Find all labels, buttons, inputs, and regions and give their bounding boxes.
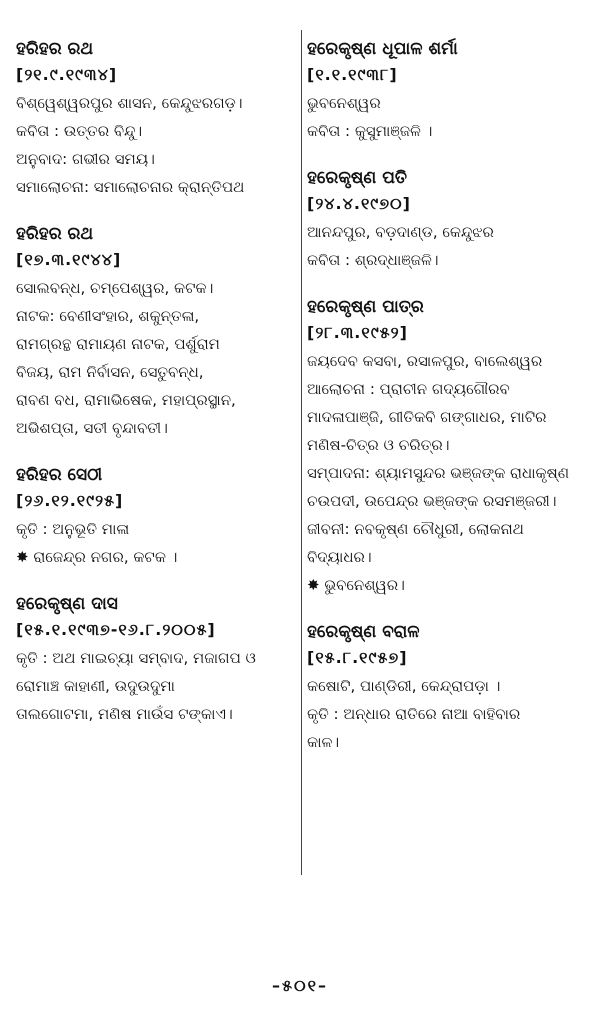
author-dates: [୨୮.୩.୧୯୫୨] [307,323,408,342]
entry-line: କୃତି : ଅନ୍ଧାର ରାତିରେ ନାଆ ବାହିବାର [307,705,521,723]
entry-line: ଅଭିଶପ୍ତା, ସତୀ ବୃନ୍ଦାବତୀ। [16,419,168,437]
entry-line: କାଳ। [307,733,340,751]
entry-line: ସୋଲବନ୍ଧ, ଚମ୍ପେଶ୍ୱର, କଟକ। [16,279,214,297]
entry-line: ନାଟକ: ବେଣୀସଂହାର, ଶକୁନ୍ତଳା, [16,307,200,325]
entry-harihar-ratha-1934 [16,38,298,201]
author-name: ହରିହର ସେଠୀ [16,465,103,485]
author-dates: [୨୬.୧୨.୧୯୨୫] [16,491,124,510]
entry-line: ✸ ରାଜେନ୍ଦ୍ର ନଗର, କଟକ । [16,548,178,566]
entry-harihar-sethi [16,464,298,571]
author-name: ହରିହର ରଥ [16,39,94,59]
author-name: ହରେକୃଷ୍ଣ ବରାଳ [307,622,420,642]
entry-line: ଆଲୋଚନା : ପ୍ରାଚୀନ ଗଦ୍ୟଗୌରବ [307,380,510,398]
entry-line: ରୋମାଞ୍ଚ କାହାଣୀ, ଉଦୁଉଦୁମା [16,677,175,695]
right-column [307,38,589,778]
author-dates: [୧୭.୩.୧୯୪୪] [16,250,122,269]
entry-line: ଅନୁବାଦ: ଗଭୀର ସମୟ। [16,150,155,168]
author-name: ହରେକୃଷ୍ଣ ପାତ୍ର [307,297,424,317]
column-divider [301,30,302,875]
author-dates: [୧୫.୮.୧୯୫୭] [307,648,408,667]
entry-harekrushna-dhupal-sharma [307,38,589,145]
entry-line: କୃତି : ଅନୁଭୂତି ମାଳା [16,520,130,538]
author-dates: [୨୧.୯.୧୯୩୪] [16,65,118,84]
entry-line: ଚଉପଦୀ, ଉପେନ୍ଦ୍ର ଭଞ୍ଜଙ୍କ ରସମଞ୍ଜରୀ। [307,492,557,510]
entry-line: ବିଜୟ, ରାମ ନିର୍ବାସନ, ସେତୁବନ୍ଧ, [16,363,204,381]
entry-line: କଷୋଟି, ପାଣ୍ଡିରୀ, କେନ୍ଦ୍ରାପଡ଼ା । [307,677,501,695]
author-name: ହରିହର ରଥ [16,224,94,244]
entry-line: ରାମଗ୍ରନ୍ଥ ରାମାୟଣ ନାଟକ, ପର୍ଶୁରାମ [16,335,220,353]
entry-line: ରାବଣ ବଧ, ରାମାଭିଷେକ, ମହାପ୍ରସ୍ଥାନ, [16,391,236,409]
entry-harekrushna-patra [307,296,589,599]
entry-harekrushna-das [16,593,298,728]
entry-line: କବିତା : ଉତ୍ତର ବିନ୍ଦୁ। [16,122,143,140]
entry-line: କବିତା : ଶ୍ରଦ୍ଧାଞ୍ଜଳି। [307,251,439,269]
entry-line: ଜୀବନୀ: ନବକୃଷ୍ଣ ଚୌଧୁରୀ, ଲୋକନାଥ [307,520,524,538]
entry-line: ବିଦ୍ୟାଧର। [307,548,372,566]
author-name: ହରେକୃଷ୍ଣ ପତି [307,168,408,188]
author-dates: [୨୪.୪.୧୯୭୦] [307,194,411,213]
entry-line: କୃତି : ଅଥ ମାଇଚ୍ୟା ସମ୍ବାଦ, ମଜାଗପ ଓ [16,649,256,667]
entry-harihar-ratha-1944 [16,223,298,442]
entry-line: ମଣିଷ-ଚିତ୍ର ଓ ଚରିତ୍ର। [307,436,450,454]
author-dates: [୧୫.୧.୧୯୩୭-୧୬.୮.୨୦୦୫] [16,620,216,639]
entry-line: ✸ ଭୁବନେଶ୍ୱର। [307,576,405,594]
author-dates: [୧.୧.୧୯୩୮] [307,65,398,84]
entry-line: ବିଶ୍ୱେଶ୍ୱରପୁର ଶାସନ, କେନ୍ଦୁଝରଗଡ଼। [16,94,243,112]
entry-line: ଭୁବନେଶ୍ୱର [307,94,381,112]
page-number: –୫୦୧– [272,976,328,995]
entry-line: କବିତା : କୁସୁମାଞ୍ଜଳି । [307,122,433,140]
entry-line: ତାଲଗୋଟମା, ମଣିଷ ମାଉଁସ ଟଙ୍କାଏ। [16,705,233,723]
entry-line: ମାଦଳାପାଞ୍ଜି, ଗୀତିକବି ଗଙ୍ଗାଧର, ମାଟିର [307,408,547,426]
author-name: ହରେକୃଷ୍ଣ ଦାସ [16,594,118,614]
entry-line: ଜୟଦେବ କସବା, ରସାଳପୁର, ବାଲେଶ୍ୱର [307,352,543,370]
entry-harekrushna-pati [307,167,589,274]
author-name: ହରେକୃଷ୍ଣ ଧୂପାଳ ଶର୍ମା [307,39,458,59]
entry-line: ସମ୍ପାଦନା: ଶ୍ୟାମସୁନ୍ଦର ଭଞ୍ଜଙ୍କ ରାଧାକୃଷ୍ଣ [307,464,570,482]
left-column [16,38,298,750]
entry-line: ସମାଲୋଚନା: ସମାଲୋଚନାର କ୍ରାନ୍ତିପଥ [16,178,245,196]
entry-harekrushna-barala [307,621,589,756]
entry-line: ଆନନ୍ଦପୁର, ବଡ଼ଦାଣ୍ଡ, କେନ୍ଦୁଝର [307,223,494,241]
